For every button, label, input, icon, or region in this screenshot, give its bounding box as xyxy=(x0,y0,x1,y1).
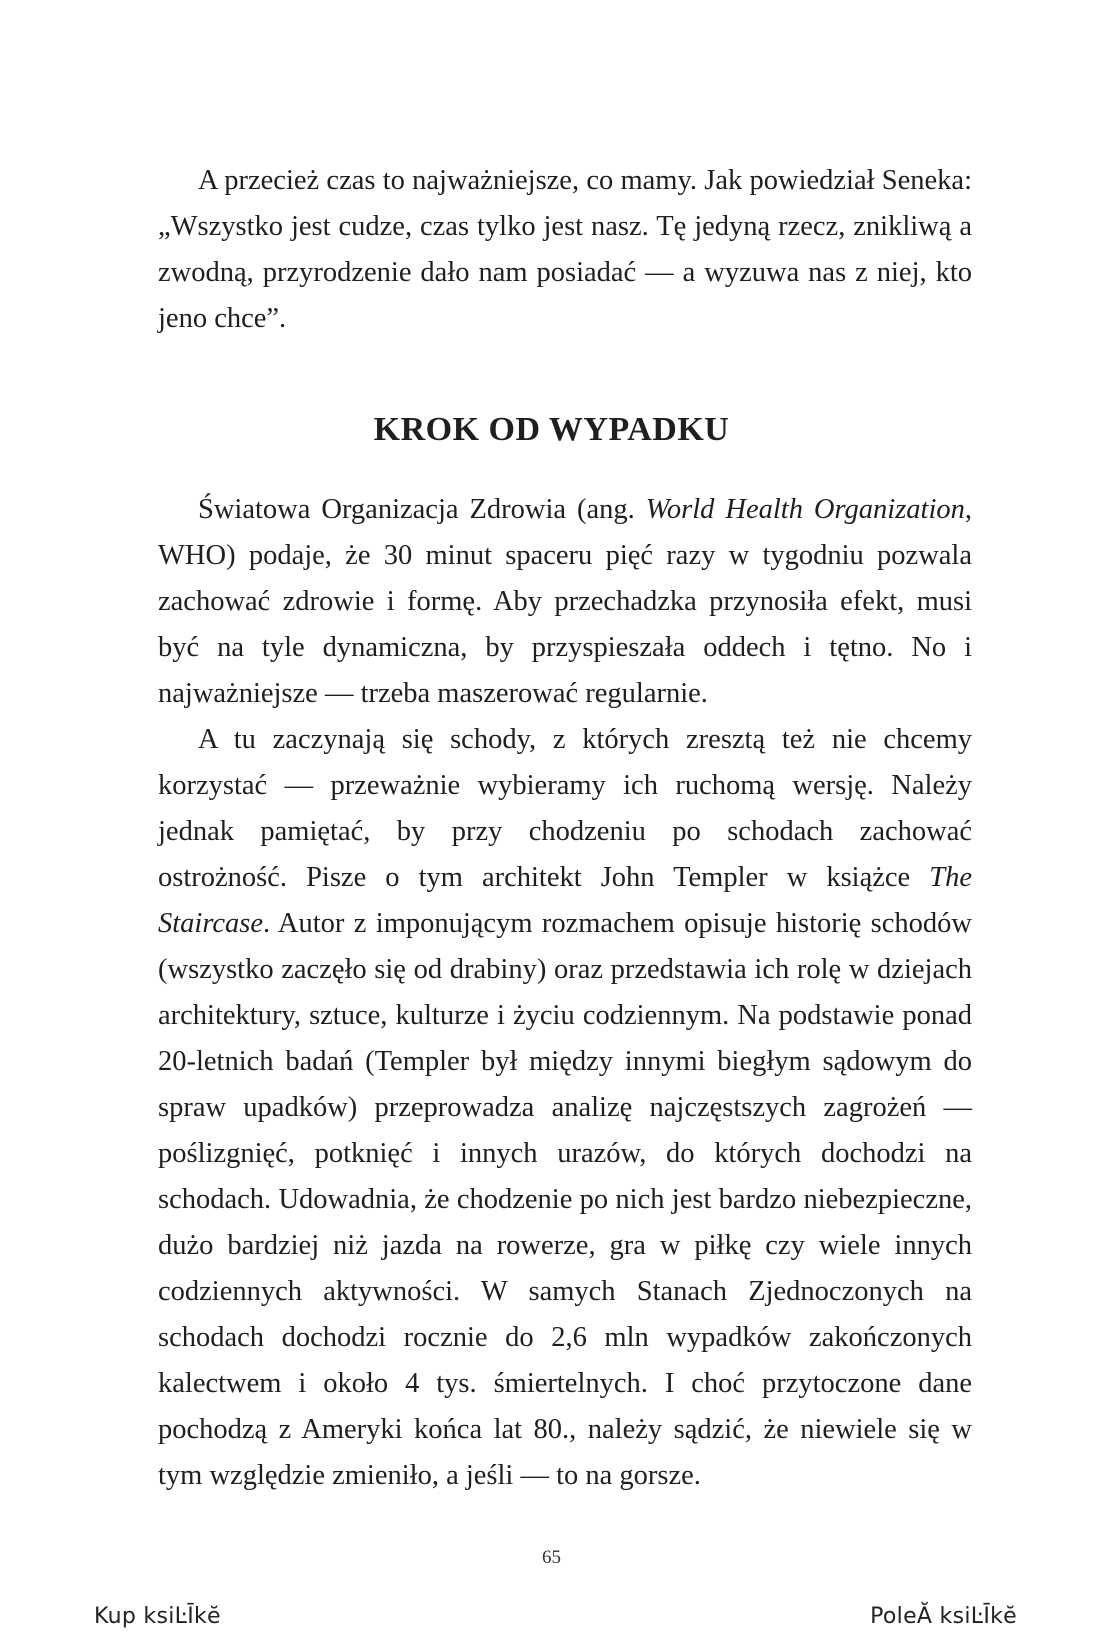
intro-text-block xyxy=(158,158,972,342)
intro-paragraph: A przecież czas to najważniejsze, co mamy. Jak powiedział Seneka: „Wszystko jest cudze, czas tylko jest nasz. Tę jedyną rzecz, znikliwą a zwodną, przyrodzenie dało nam posiadać — a wyzuwa nas z niej, kto jeno chce”. xyxy=(158,165,972,334)
paragraph-stairs xyxy=(158,717,972,1499)
book-title-italic: The Staircase xyxy=(158,862,972,939)
page-number: 65 xyxy=(542,1547,561,1568)
paragraph-stairs-part-a: A tu zaczynają się schody, z których zresztą też nie chcemy korzystać — przeważnie wybieramy ich ruchomą wersję. Należy jednak pamiętać, by przy chodzeniu po schodach zachować ostrożność. Pisze o tym architekt John Templer w książce xyxy=(158,724,972,893)
section-heading: KROK OD WYPADKU xyxy=(373,411,730,448)
paragraph-who-part-b: , WHO) podaje, że 30 minut spaceru pięć razy w tygodniu pozwala zachować zdrowie i formę. Aby przechadzka przynosiła efekt, musi być na tyle dynamiczna, by przyspieszała oddech i tętno. No i najważniejsze — trzeba maszerować regularnie. xyxy=(158,494,973,709)
paragraph-who-italic: World Health Organization xyxy=(645,494,965,525)
paragraph-who xyxy=(158,487,972,717)
paragraph-who-part-a: Światowa Organizacja Zdrowia (ang. xyxy=(198,494,646,525)
section-body xyxy=(158,487,972,1499)
recommend-book-link[interactable]: PoleĂ ksiĿĪkĕ xyxy=(870,1604,1017,1629)
paragraph-stairs-part-b: . Autor z imponującym rozmachem opisuje historię schodów (wszystko zaczęło się od drabiny) oraz przedstawia ich rolę w dziejach architektury, sztuce, kulturze i życiu codziennym. Na podstawie ponad 20-letnich badań (Templer był między innymi biegłym sądowym do spraw upadków) przeprowadza analizę najczęstszych zagrożeń — poślizgnięć, potknięć i innych urazów, do których dochodzi na schodach. Udowadnia, że chodzenie po nich jest bardzo niebezpieczne, dużo bardziej niż jazda na rowerze, gra w piłkę czy wiele innych codziennych aktywności. W samych Stanach Zjednoczonych na schodach dochodzi rocznie do 2,6 mln wypadków zakończonych kalectwem i około 4 tys. śmiertelnych. I choć przytoczone dane pochodzą z Ameryki końca lat 80., należy sądzić, że niewiele się w tym względzie zmieniło, a jeśli — to na gorsze. xyxy=(158,908,972,1491)
buy-book-link[interactable]: Kup ksiĿĪkĕ xyxy=(94,1604,221,1629)
